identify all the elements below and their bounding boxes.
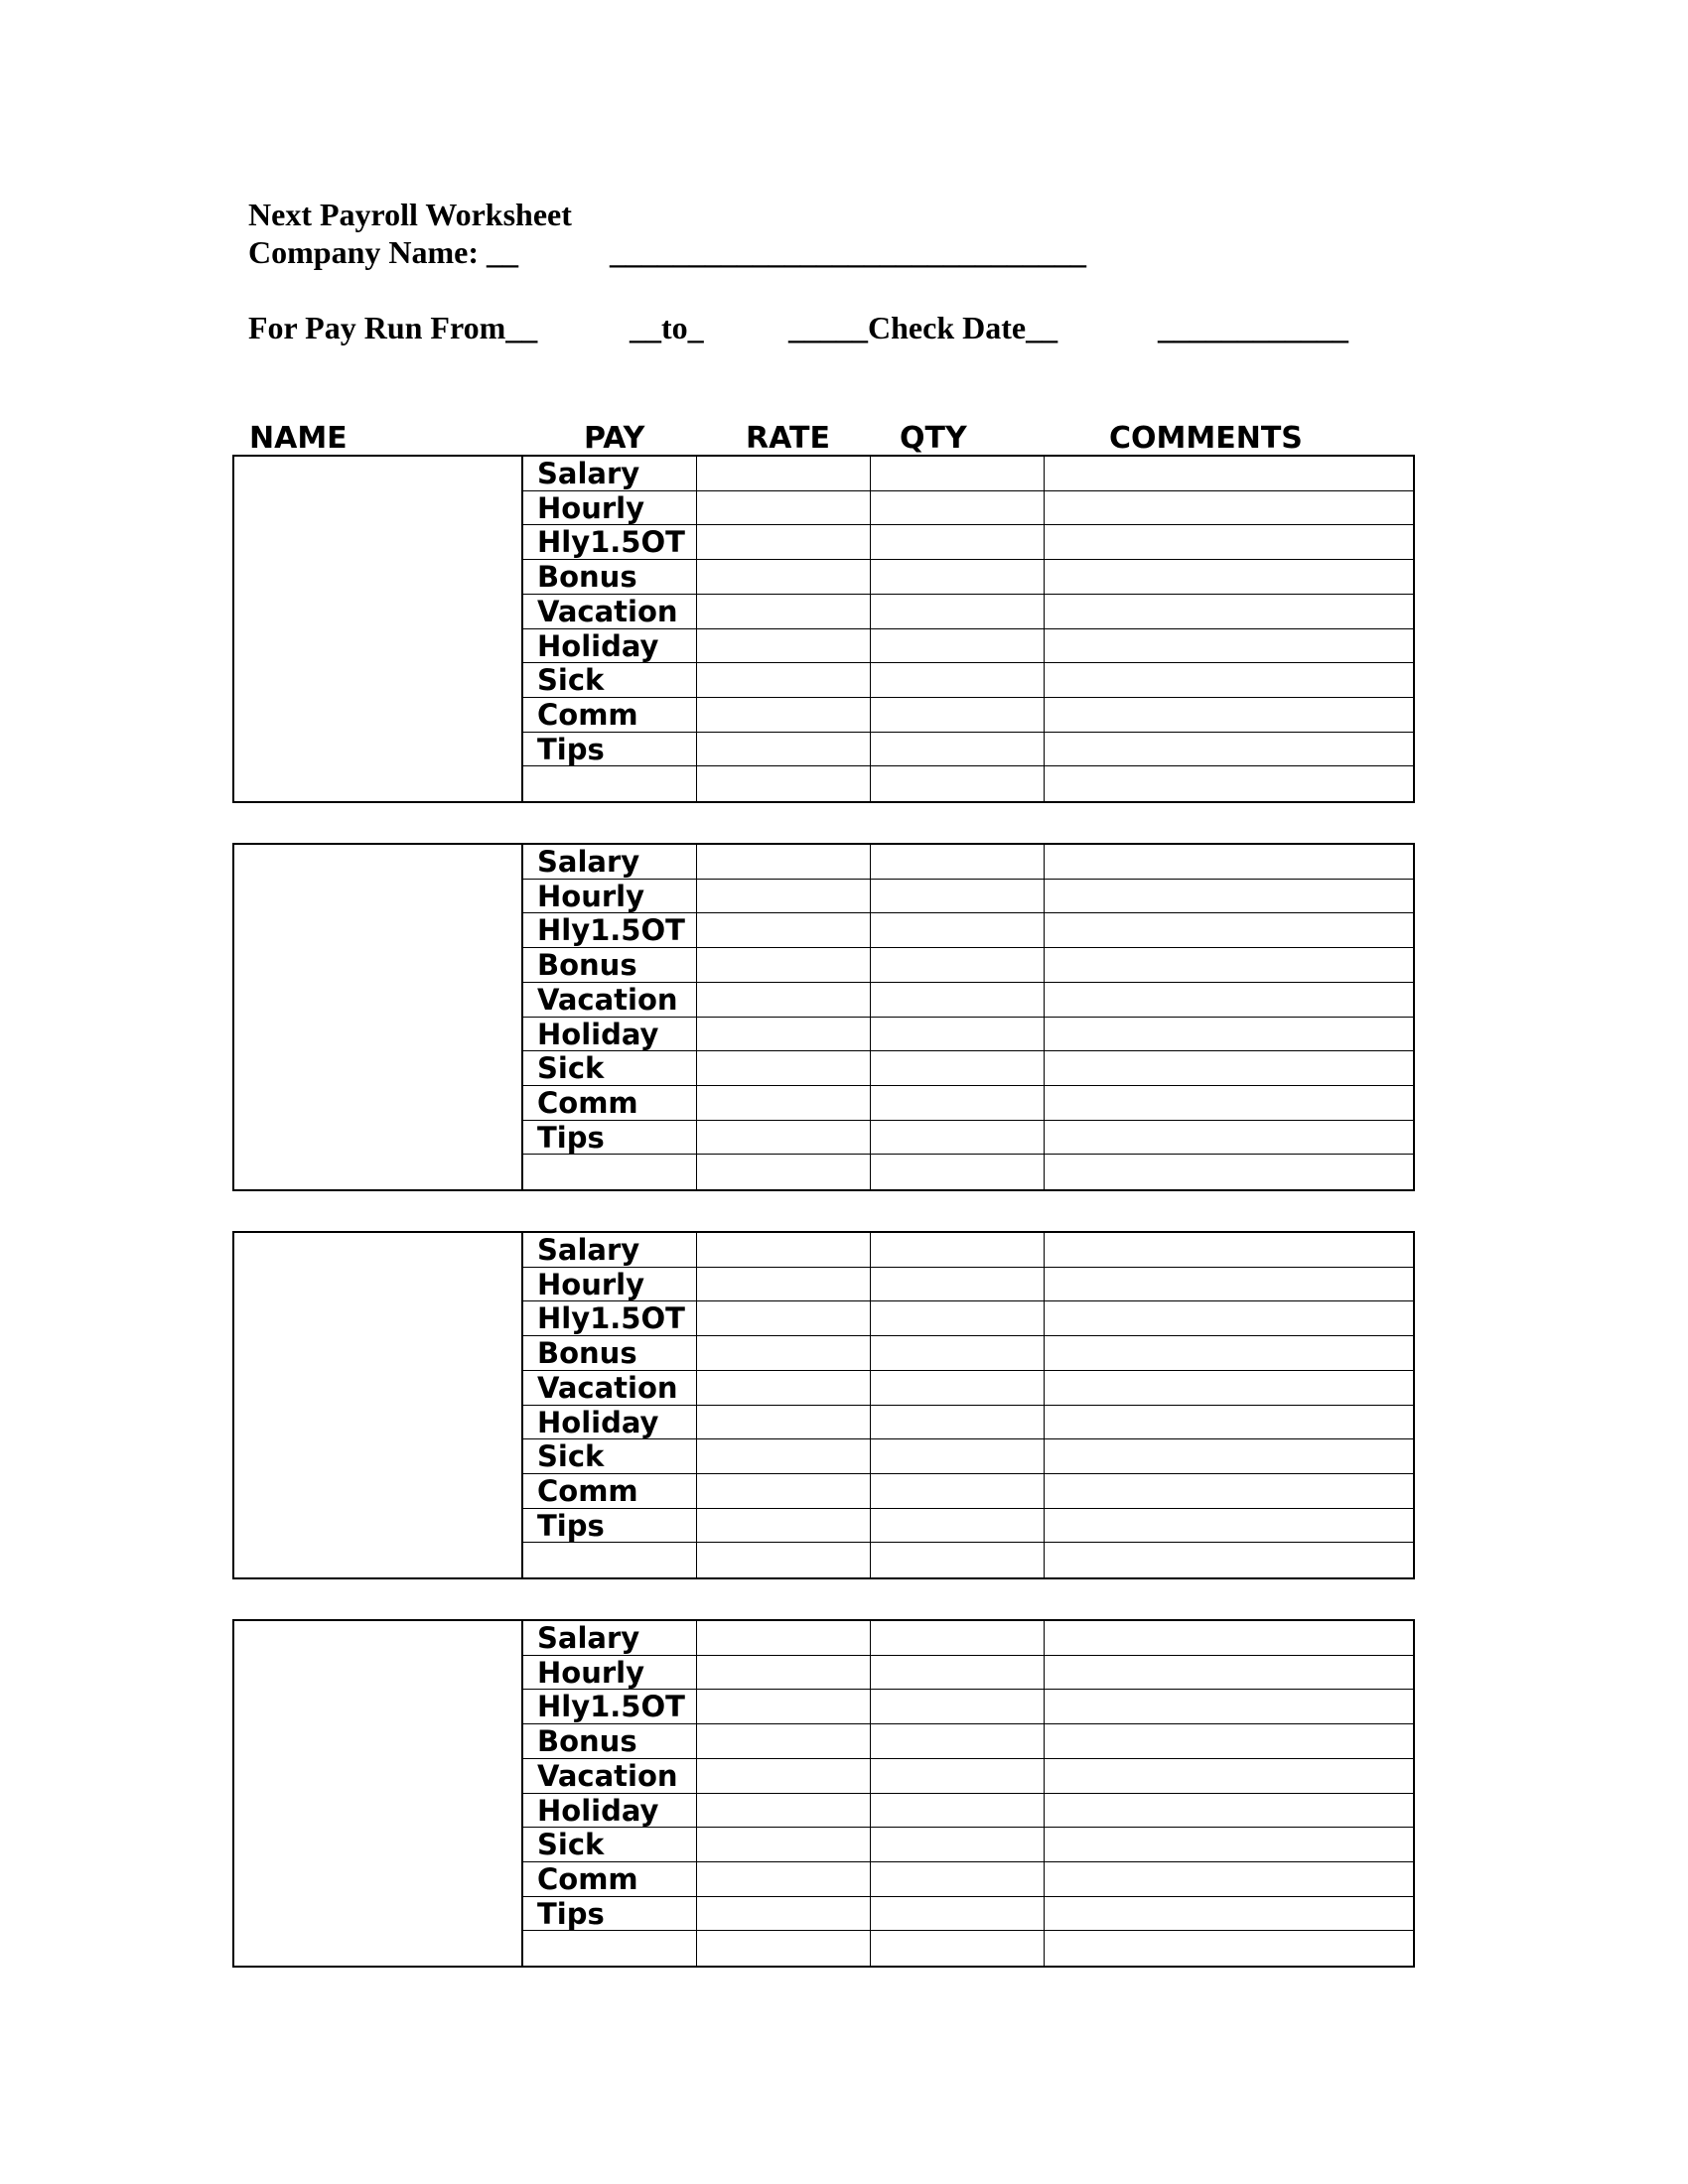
qty-cell[interactable] bbox=[871, 1931, 1045, 1966]
pay-type-cell: Holiday bbox=[523, 1794, 697, 1829]
comments-cell[interactable] bbox=[1045, 1828, 1413, 1862]
check-date-label: _____Check Date__ bbox=[788, 310, 1058, 345]
rate-cell[interactable] bbox=[697, 1155, 871, 1189]
pay-type-cell: Hly1.5OT bbox=[523, 1301, 697, 1336]
comments-cell[interactable] bbox=[1045, 733, 1413, 767]
pay-type-cell bbox=[523, 1931, 697, 1966]
employee-name-cell[interactable] bbox=[234, 1621, 523, 1966]
pay-type-cell: Holiday bbox=[523, 629, 697, 664]
qty-cell[interactable] bbox=[871, 1018, 1045, 1052]
pay-type-cell: Sick bbox=[523, 1439, 697, 1474]
rate-cell[interactable] bbox=[697, 698, 871, 733]
pay-type-cell: Tips bbox=[523, 1121, 697, 1156]
rate-cell[interactable] bbox=[697, 1439, 871, 1474]
qty-cell[interactable] bbox=[871, 845, 1045, 880]
qty-cell[interactable] bbox=[871, 1543, 1045, 1577]
pay-type-cell: Bonus bbox=[523, 1724, 697, 1759]
pay-type-cell: Comm bbox=[523, 698, 697, 733]
comments-cell[interactable] bbox=[1045, 1371, 1413, 1406]
rate-column-header: RATE bbox=[746, 421, 830, 456]
pay-type-cell: Hly1.5OT bbox=[523, 913, 697, 948]
comments-cell[interactable] bbox=[1045, 595, 1413, 629]
employee-block bbox=[232, 1619, 1415, 1968]
qty-cell[interactable] bbox=[871, 698, 1045, 733]
rate-cell[interactable] bbox=[697, 1474, 871, 1509]
rate-cell[interactable] bbox=[697, 1233, 871, 1268]
qty-cell[interactable] bbox=[871, 629, 1045, 664]
rate-cell[interactable] bbox=[697, 1724, 871, 1759]
comments-cell[interactable] bbox=[1045, 983, 1413, 1018]
pay-type-cell bbox=[523, 1155, 697, 1189]
rate-cell[interactable] bbox=[697, 1656, 871, 1691]
qty-cell[interactable] bbox=[871, 766, 1045, 801]
rate-cell[interactable] bbox=[697, 983, 871, 1018]
qty-cell[interactable] bbox=[871, 1759, 1045, 1794]
comments-cell[interactable] bbox=[1045, 1336, 1413, 1371]
pay-type-cell: Hly1.5OT bbox=[523, 525, 697, 560]
rate-cell[interactable] bbox=[697, 1543, 871, 1577]
qty-cell[interactable] bbox=[871, 733, 1045, 767]
qty-cell[interactable] bbox=[871, 1336, 1045, 1371]
comments-cell[interactable] bbox=[1045, 1018, 1413, 1052]
comments-cell[interactable] bbox=[1045, 1690, 1413, 1724]
rate-cell[interactable] bbox=[697, 525, 871, 560]
rate-cell[interactable] bbox=[697, 560, 871, 595]
comments-cell[interactable] bbox=[1045, 1439, 1413, 1474]
comments-column-header: COMMENTS bbox=[1109, 421, 1303, 456]
comments-cell[interactable] bbox=[1045, 1474, 1413, 1509]
rate-cell[interactable] bbox=[697, 1301, 871, 1336]
rate-cell[interactable] bbox=[697, 1018, 871, 1052]
pay-type-cell: Salary bbox=[523, 1621, 697, 1656]
qty-cell[interactable] bbox=[871, 1621, 1045, 1656]
pay-type-cell: Salary bbox=[523, 845, 697, 880]
qty-cell[interactable] bbox=[871, 1794, 1045, 1829]
comments-cell[interactable] bbox=[1045, 1051, 1413, 1086]
comments-cell[interactable] bbox=[1045, 457, 1413, 491]
rate-cell[interactable] bbox=[697, 1897, 871, 1932]
comments-cell[interactable] bbox=[1045, 1268, 1413, 1302]
qty-cell[interactable] bbox=[871, 1828, 1045, 1862]
qty-cell[interactable] bbox=[871, 1371, 1045, 1406]
rate-cell[interactable] bbox=[697, 1086, 871, 1121]
pay-type-cell: Comm bbox=[523, 1862, 697, 1897]
comments-cell[interactable] bbox=[1045, 663, 1413, 698]
qty-cell[interactable] bbox=[871, 1690, 1045, 1724]
comments-cell[interactable] bbox=[1045, 1931, 1413, 1966]
qty-cell[interactable] bbox=[871, 880, 1045, 914]
pay-type-cell: Holiday bbox=[523, 1406, 697, 1440]
pay-type-cell: Hourly bbox=[523, 1268, 697, 1302]
comments-cell[interactable] bbox=[1045, 1759, 1413, 1794]
employee-block bbox=[232, 1231, 1415, 1579]
comments-cell[interactable] bbox=[1045, 1301, 1413, 1336]
qty-cell[interactable] bbox=[871, 1051, 1045, 1086]
comments-cell[interactable] bbox=[1045, 1406, 1413, 1440]
employee-block bbox=[232, 843, 1415, 1191]
rate-cell[interactable] bbox=[697, 1794, 871, 1829]
rate-cell[interactable] bbox=[697, 948, 871, 983]
employee-block bbox=[232, 455, 1415, 803]
pay-type-cell: Vacation bbox=[523, 595, 697, 629]
pay-type-cell: Bonus bbox=[523, 1336, 697, 1371]
pay-type-cell: Sick bbox=[523, 1828, 697, 1862]
employee-name-cell[interactable] bbox=[234, 457, 523, 801]
rate-cell[interactable] bbox=[697, 1406, 871, 1440]
rate-cell[interactable] bbox=[697, 913, 871, 948]
qty-cell[interactable] bbox=[871, 948, 1045, 983]
check-date-field[interactable]: ____________ bbox=[1158, 310, 1348, 345]
qty-cell[interactable] bbox=[871, 525, 1045, 560]
company-name-label: Company Name: __ bbox=[248, 234, 518, 270]
qty-cell[interactable] bbox=[871, 983, 1045, 1018]
comments-cell[interactable] bbox=[1045, 1155, 1413, 1189]
company-name-line bbox=[248, 234, 1086, 271]
rate-cell[interactable] bbox=[697, 1051, 871, 1086]
rate-cell[interactable] bbox=[697, 629, 871, 664]
comments-cell[interactable] bbox=[1045, 1121, 1413, 1156]
qty-cell[interactable] bbox=[871, 1406, 1045, 1440]
pay-type-cell: Comm bbox=[523, 1086, 697, 1121]
comments-cell[interactable] bbox=[1045, 948, 1413, 983]
pay-type-cell: Hourly bbox=[523, 1656, 697, 1691]
pay-run-from-label: For Pay Run From__ bbox=[248, 310, 538, 345]
name-column-header: NAME bbox=[249, 421, 348, 456]
pay-type-cell: Vacation bbox=[523, 1371, 697, 1406]
rate-cell[interactable] bbox=[697, 595, 871, 629]
qty-cell[interactable] bbox=[871, 1301, 1045, 1336]
pay-type-cell: Sick bbox=[523, 663, 697, 698]
rate-cell[interactable] bbox=[697, 457, 871, 491]
rate-cell[interactable] bbox=[697, 766, 871, 801]
comments-cell[interactable] bbox=[1045, 560, 1413, 595]
qty-cell[interactable] bbox=[871, 1439, 1045, 1474]
qty-cell[interactable] bbox=[871, 663, 1045, 698]
comments-cell[interactable] bbox=[1045, 1509, 1413, 1544]
employee-name-cell[interactable] bbox=[234, 845, 523, 1189]
employee-name-cell[interactable] bbox=[234, 1233, 523, 1577]
pay-type-cell: Bonus bbox=[523, 560, 697, 595]
qty-cell[interactable] bbox=[871, 1862, 1045, 1897]
qty-cell[interactable] bbox=[871, 1897, 1045, 1932]
qty-cell[interactable] bbox=[871, 1121, 1045, 1156]
comments-cell[interactable] bbox=[1045, 1233, 1413, 1268]
pay-type-cell: Sick bbox=[523, 1051, 697, 1086]
pay-type-cell: Salary bbox=[523, 457, 697, 491]
qty-cell[interactable] bbox=[871, 1268, 1045, 1302]
company-name-field[interactable]: ______________________________ bbox=[610, 234, 1086, 270]
page-title: Next Payroll Worksheet bbox=[248, 197, 572, 232]
rate-cell[interactable] bbox=[697, 1862, 871, 1897]
comments-cell[interactable] bbox=[1045, 1621, 1413, 1656]
comments-cell[interactable] bbox=[1045, 766, 1413, 801]
comments-cell[interactable] bbox=[1045, 1543, 1413, 1577]
comments-cell[interactable] bbox=[1045, 1724, 1413, 1759]
comments-cell[interactable] bbox=[1045, 1794, 1413, 1829]
rate-cell[interactable] bbox=[697, 1336, 871, 1371]
pay-type-cell: Tips bbox=[523, 733, 697, 767]
pay-type-cell: Tips bbox=[523, 1509, 697, 1544]
rate-cell[interactable] bbox=[697, 1690, 871, 1724]
comments-cell[interactable] bbox=[1045, 913, 1413, 948]
pay-type-cell: Tips bbox=[523, 1897, 697, 1932]
pay-type-cell bbox=[523, 1543, 697, 1577]
comments-cell[interactable] bbox=[1045, 629, 1413, 664]
pay-column-header: PAY bbox=[584, 421, 645, 456]
rate-cell[interactable] bbox=[697, 1828, 871, 1862]
comments-cell[interactable] bbox=[1045, 1862, 1413, 1897]
rate-cell[interactable] bbox=[697, 491, 871, 526]
comments-cell[interactable] bbox=[1045, 525, 1413, 560]
pay-run-to-label: __to_ bbox=[630, 310, 704, 345]
rate-cell[interactable] bbox=[697, 733, 871, 767]
qty-cell[interactable] bbox=[871, 1233, 1045, 1268]
comments-cell[interactable] bbox=[1045, 1656, 1413, 1691]
qty-cell[interactable] bbox=[871, 1155, 1045, 1189]
rate-cell[interactable] bbox=[697, 1121, 871, 1156]
pay-type-cell: Comm bbox=[523, 1474, 697, 1509]
rate-cell[interactable] bbox=[697, 880, 871, 914]
rate-cell[interactable] bbox=[697, 1268, 871, 1302]
rate-cell[interactable] bbox=[697, 1509, 871, 1544]
comments-cell[interactable] bbox=[1045, 845, 1413, 880]
pay-type-cell: Hly1.5OT bbox=[523, 1690, 697, 1724]
rate-cell[interactable] bbox=[697, 663, 871, 698]
pay-type-cell bbox=[523, 766, 697, 801]
qty-cell[interactable] bbox=[871, 457, 1045, 491]
qty-cell[interactable] bbox=[871, 560, 1045, 595]
pay-type-cell: Holiday bbox=[523, 1018, 697, 1052]
rate-cell[interactable] bbox=[697, 1931, 871, 1966]
qty-cell[interactable] bbox=[871, 1724, 1045, 1759]
qty-cell[interactable] bbox=[871, 1656, 1045, 1691]
qty-cell[interactable] bbox=[871, 595, 1045, 629]
rate-cell[interactable] bbox=[697, 1371, 871, 1406]
rate-cell[interactable] bbox=[697, 1759, 871, 1794]
qty-cell[interactable] bbox=[871, 913, 1045, 948]
pay-type-cell: Hourly bbox=[523, 491, 697, 526]
comments-cell[interactable] bbox=[1045, 491, 1413, 526]
comments-cell[interactable] bbox=[1045, 880, 1413, 914]
pay-type-cell: Salary bbox=[523, 1233, 697, 1268]
qty-column-header: QTY bbox=[900, 421, 967, 456]
rate-cell[interactable] bbox=[697, 1621, 871, 1656]
pay-type-cell: Vacation bbox=[523, 983, 697, 1018]
comments-cell[interactable] bbox=[1045, 698, 1413, 733]
comments-cell[interactable] bbox=[1045, 1897, 1413, 1932]
comments-cell[interactable] bbox=[1045, 1086, 1413, 1121]
qty-cell[interactable] bbox=[871, 1086, 1045, 1121]
pay-type-cell: Hourly bbox=[523, 880, 697, 914]
rate-cell[interactable] bbox=[697, 845, 871, 880]
qty-cell[interactable] bbox=[871, 1474, 1045, 1509]
pay-type-cell: Vacation bbox=[523, 1759, 697, 1794]
qty-cell[interactable] bbox=[871, 491, 1045, 526]
qty-cell[interactable] bbox=[871, 1509, 1045, 1544]
pay-type-cell: Bonus bbox=[523, 948, 697, 983]
